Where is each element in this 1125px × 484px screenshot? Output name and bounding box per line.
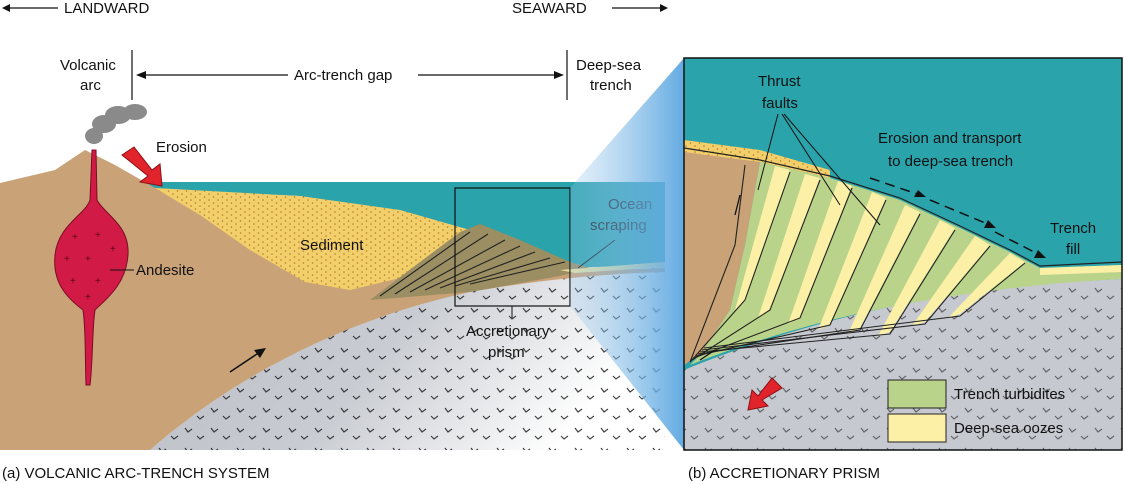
erosion-transport-label-1: Erosion and transport — [878, 130, 1022, 147]
landward-label — [2, 0, 149, 17]
svg-text:+: + — [110, 244, 116, 255]
svg-text:+: + — [64, 254, 70, 265]
legend-label-turbidites: Trench turbidites — [954, 386, 1066, 403]
arc-trench-gap-label: Arc-trench gap — [294, 67, 393, 84]
andesite-label: Andesite — [136, 262, 195, 279]
trench-fill-label-2: fill — [1066, 241, 1081, 258]
caption-a: (a) VOLCANIC ARC-TRENCH SYSTEM — [2, 465, 270, 482]
volcanic-arc-label-1: Volcanic — [60, 57, 116, 74]
accretionary-prism-label-1: Accretionary — [466, 323, 550, 340]
erosion-transport-label-2: to deep-sea trench — [888, 153, 1014, 170]
deep-sea-trench-label-1: Deep-sea — [576, 57, 642, 74]
erosion-label: Erosion — [156, 139, 207, 156]
volcanic-arc-label-2: arc — [80, 77, 101, 94]
svg-text:+: + — [95, 276, 101, 287]
seaward-label — [512, 0, 668, 17]
svg-text:+: + — [95, 230, 101, 241]
accretionary-prism-label-2: prism — [488, 344, 525, 361]
legend-swatch-turbidites — [888, 380, 946, 408]
svg-text:+: + — [85, 254, 91, 265]
svg-text:+: + — [85, 292, 91, 303]
volcanic-plume — [85, 104, 147, 144]
legend-label-oozes: Deep-sea oozes — [954, 420, 1064, 437]
svg-text:LANDWARD: LANDWARD — [64, 0, 150, 17]
sediment-label: Sediment — [300, 237, 364, 254]
thrust-faults-label-2: faults — [762, 95, 798, 112]
thrust-faults-label-1: Thrust — [758, 73, 801, 90]
legend-swatch-oozes — [888, 414, 946, 442]
deep-sea-trench-label-2: trench — [590, 77, 632, 94]
trench-fill-label-1: Trench — [1050, 220, 1097, 237]
svg-text:SEAWARD: SEAWARD — [512, 0, 587, 17]
svg-text:+: + — [72, 232, 78, 243]
caption-b: (b) ACCRETIONARY PRISM — [688, 465, 880, 482]
svg-text:+: + — [70, 276, 76, 287]
